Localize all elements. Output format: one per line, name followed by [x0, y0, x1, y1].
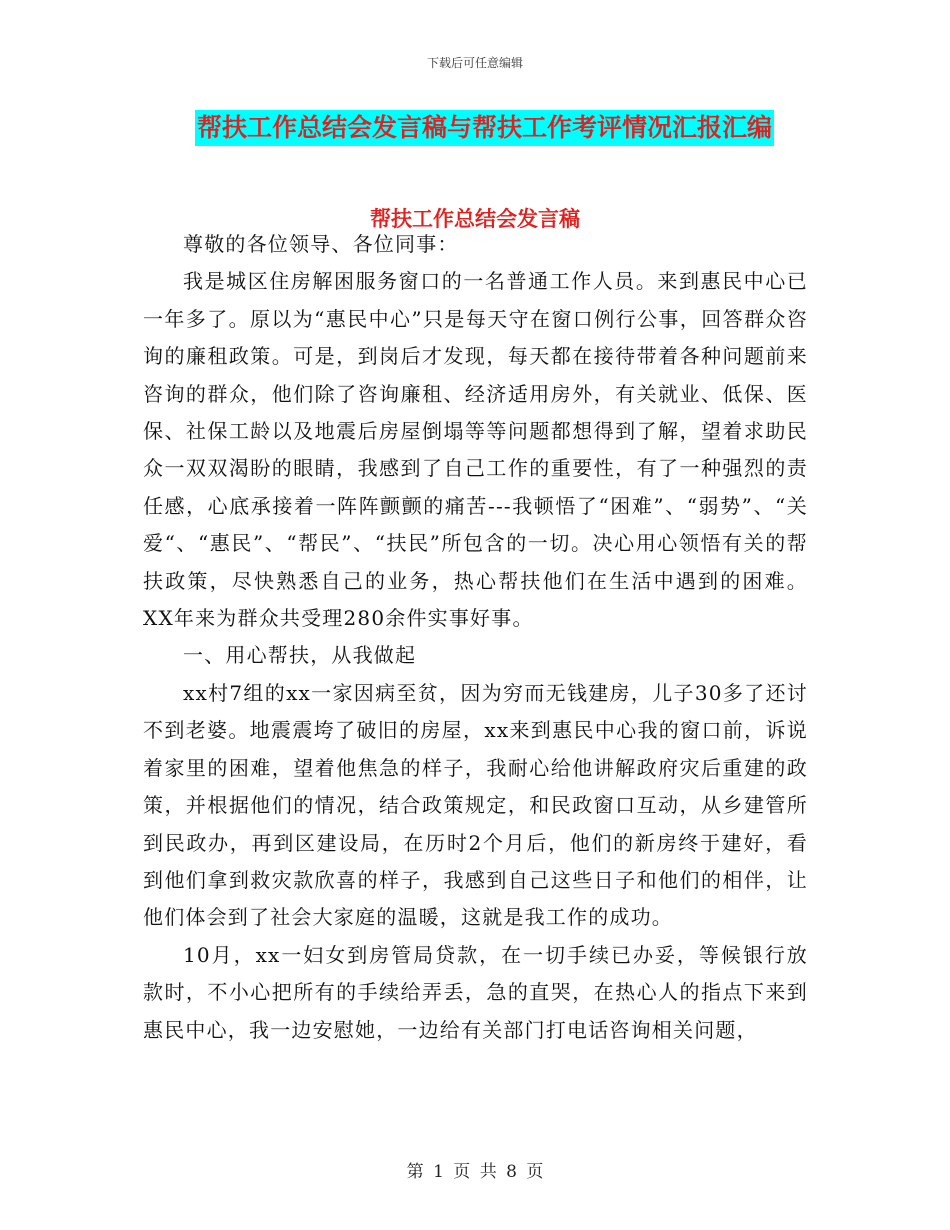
salutation-paragraph: 尊敬的各位领导、各位同事：: [183, 232, 459, 256]
header-note: 下载后可任意编辑: [426, 56, 523, 70]
section-heading: 一、用心帮扶，从我做起: [183, 643, 417, 668]
document-main-title: 帮扶工作总结会发言稿与帮扶工作考评情况汇报汇编: [195, 110, 774, 146]
section-title: 帮扶工作总结会发言稿: [370, 207, 580, 231]
body-paragraph: 我是城区住房解困服务窗口的一名普通工作人员。来到惠民中心已一年多了。原以为“惠民中心”只是每天守在窗口例行公事，回答群众咨询的廉租政策。可是，到岗后才发现，每天都在接待带着各种问题前来咨询的群众，他们除了咨询廉租、经济适用房外，有关就业、低保、医保、社保工龄以及地震后房屋倒塌等等问题都想得到了解，望着求助民众一双双渴盼的眼睛，我感到了自己工作的重要性，有了一种强烈的责任感，心底承接着一阵阵颤颤的痛苦---我顿悟了“困难”、“弱势”、“关爱“、“惠民”、“帮民”、“扶民”所包含的一切。决心用心领悟有关的帮扶政策，尽快熟悉自己的业务，热心帮扶他们在生活中遇到的困难。XX年来为群众共受理280余件实事好事。: [143, 269, 808, 631]
document-body: [143, 226, 808, 1049]
page-indicator: 第 1 页 共 8 页: [406, 1162, 544, 1182]
body-paragraph: xx村7组的xx一家因病至贫，因为穷而无钱建房，儿子30多了还讨不到老婆。地震震垮了破旧的房屋，xx来到惠民中心我的窗口前，诉说着家里的困难，望着他焦急的样子，我耐心给他讲解政府灾后重建的政策，并根据他们的情况，结合政策规定，和民政窗口互动，从乡建管所到民政办，再到区建设局，在历时2个月后，他们的新房终于建好，看到他们拿到救灾款欣喜的样子，我感到自己这些日子和他们的相伴，让他们体会到了社会大家庭的温暖，这就是我工作的成功。: [143, 680, 808, 930]
body-paragraph: 10月，xx一妇女到房管局贷款，在一切手续已办妥，等候银行放款时，不小心把所有的手续给弄丢，急的直哭，在热心人的指点下来到惠民中心，我一边安慰她，一边给有关部门打电话咨询相关问题，: [143, 942, 808, 1042]
